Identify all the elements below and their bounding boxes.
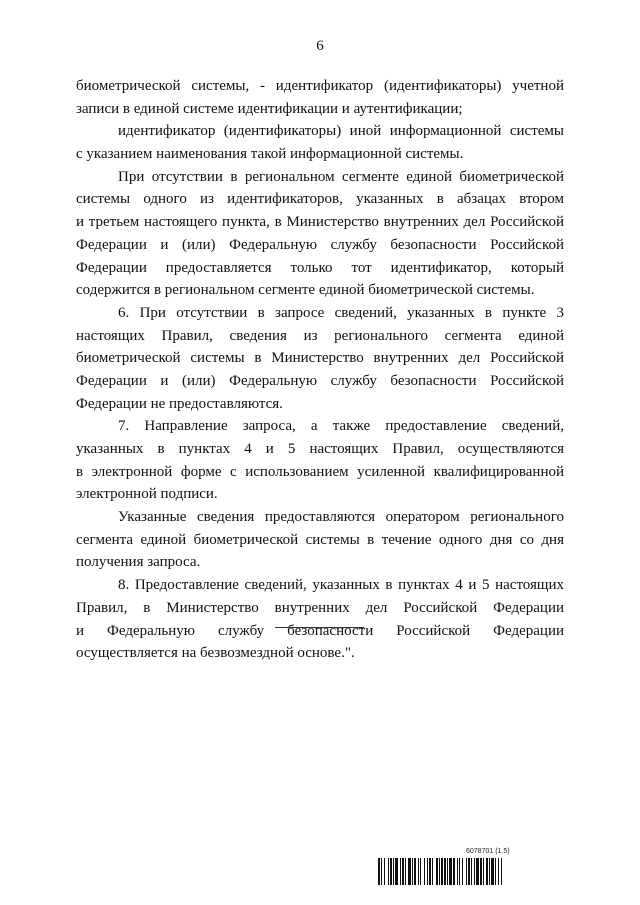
text-line: 7. Направление запроса, а также предоставление сведений, xyxy=(118,418,564,435)
text-line: с указанием наименования такой информационной системы. xyxy=(76,146,464,163)
text-line: и Федеральную службу безопасности Российской Федерации xyxy=(76,622,564,639)
text-line: Правил, в Министерство внутренних дел Российской Федерации xyxy=(76,599,564,616)
text-line: системы одного из идентификаторов, указанных в абзацах втором xyxy=(76,191,564,208)
document-code: 6078701 (1.5) xyxy=(466,848,510,855)
text-line: биометрической системы в Министерство внутренних дел Российской xyxy=(76,350,564,367)
text-line: указанных в пунктах 4 и 5 настоящих Правил, осуществляются xyxy=(76,441,564,457)
text-line: и третьем настоящего пункта, в Министерство внутренних дел Российской xyxy=(76,214,564,231)
text-line: Федерации не предоставляются. xyxy=(76,395,283,412)
text-line: в электронной форме с использованием усиленной квалифицированной xyxy=(76,463,564,480)
text-line: настоящих Правил, сведения из регионального сегмента единой xyxy=(76,327,564,344)
text-line: Федерации и (или) Федеральную службу безопасности Российской xyxy=(76,372,564,389)
text-line: идентификатор (идентификаторы) иной информационной системы xyxy=(118,123,564,140)
text-line: Указанные сведения предоставляются оператором регионального xyxy=(118,509,564,526)
text-line: электронной подписи. xyxy=(76,486,218,503)
barcode xyxy=(378,858,574,885)
text-line: Федерации и (или) Федеральную службу безопасности Российской xyxy=(76,236,564,253)
text-line: биометрической системы, - идентификатор (идентификаторы) учетной xyxy=(76,78,564,94)
text-line: 8. Предоставление сведений, указанных в пунктах 4 и 5 настоящих xyxy=(118,577,564,594)
text-line: Федерации предоставляется только тот идентификатор, который xyxy=(76,259,564,276)
text-line: При отсутствии в региональном сегменте единой биометрической xyxy=(118,168,564,185)
text-line: осуществляется на безвозмездной основе.". xyxy=(76,645,355,662)
document-stamp xyxy=(378,848,574,888)
text-line: получения запроса. xyxy=(76,554,201,571)
page-number: 6 xyxy=(316,38,324,54)
text-line: записи в единой системе идентификации и аутентификации; xyxy=(76,100,463,117)
text-line: 6. При отсутствии в запросе сведений, указанных в пункте 3 xyxy=(118,304,564,321)
text-line: сегмента единой биометрической системы в течение одного дня со дня xyxy=(76,531,564,548)
document-body xyxy=(76,75,564,665)
text-line: содержится в региональном сегменте единой биометрической системы. xyxy=(76,282,535,299)
end-divider xyxy=(275,627,364,628)
